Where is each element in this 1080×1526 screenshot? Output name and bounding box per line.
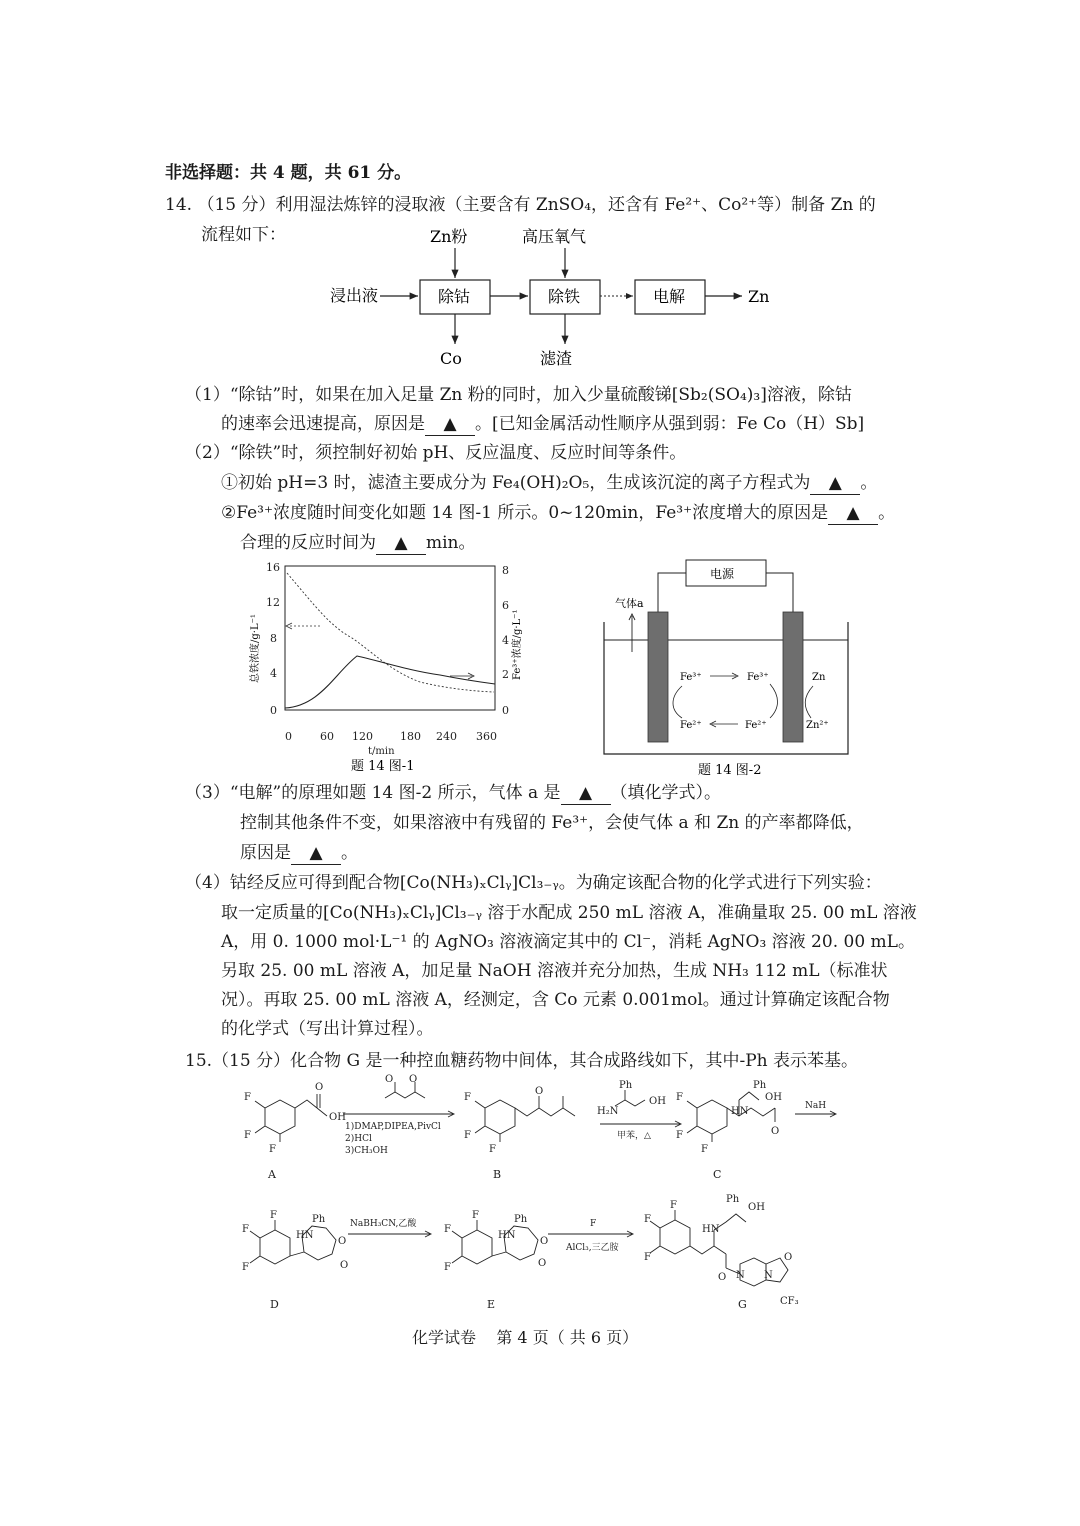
svg-text:F: F [242,1224,249,1235]
svg-text:F: F [270,1210,277,1221]
reagent-step3: NaH [805,1101,827,1111]
label-A: A [268,1168,276,1181]
power-label: 电源 [710,567,735,581]
flow-out2: 滤渣 [540,349,573,368]
fig1-caption: 题 14 图-1 [351,759,415,774]
svg-text:N: N [736,1270,745,1281]
figure-14-1 [240,558,523,780]
svg-text:O: O [409,1074,418,1085]
fe2-mid: Fe²⁺ [745,720,767,731]
flow-box2-label: 除铁 [548,287,581,306]
q14-p1-line2: 的速率会迅速提高，原因是 ▲ 。[已知金属活动性顺序从强到弱：Fe Co（H）Sb] [221,414,865,434]
reagent-step4: NaBH₃CN,乙酸 [350,1219,417,1229]
svg-text:O: O [385,1074,394,1085]
fe3-left: Fe³⁺ [680,672,702,683]
q14-p3-line2: 控制其他条件不变，如果溶液中有残留的 Fe³⁺，会使气体 a 和 Zn 的产率都降低， [240,813,864,833]
svg-text:F: F [489,1144,496,1155]
svg-text:F: F [444,1224,451,1235]
svg-text:F: F [701,1144,708,1155]
q14-p3-line3: 原因是 ▲ 。 [240,843,358,863]
right-axis-label: Fe³⁺浓度/g·L⁻¹ [512,609,523,680]
flow-out1: Co [440,349,462,368]
q14-p4-line4: 另取 25. 00 mL 溶液 A，加足量 NaOH 溶液并充分加热，生成 NH₃ 112 mL（标准状 [221,961,888,981]
q14-p4-line5: 况）。再取 25. 00 mL 溶液 A，经测定，含 Co 元素 0.001mol。通过计算确定该配合物 [221,990,890,1010]
reagent-step1c: 3)CH₃OH [345,1146,388,1156]
svg-text:OH: OH [765,1092,782,1103]
x-tick-240: 240 [436,730,457,743]
svg-text:F: F [644,1214,651,1225]
anode-electrode [648,612,668,742]
label-E: E [487,1298,496,1311]
q15-intro: 15.（15 分）化合物 G 是一种控血糖药物中间体，其合成路线如下，其中-Ph 表示苯基。 [185,1051,858,1071]
right-tick-4: 4 [502,634,509,647]
right-tick-0: 0 [502,704,509,717]
total-iron-curve [287,573,494,692]
flow-chart [320,222,780,372]
svg-text:F: F [244,1130,251,1141]
reagent-step1a: 1)DMAP,DIPEA,PivCl [345,1122,441,1132]
svg-text:O: O [784,1252,793,1263]
svg-text:O: O [535,1086,544,1097]
svg-text:HN: HN [731,1106,749,1117]
left-tick-16: 16 [266,561,280,574]
fe3-curve [285,656,495,708]
x-tick-0: 0 [285,730,292,743]
svg-text:O: O [338,1236,347,1247]
synthesis-route-row1 [235,1074,845,1188]
q14-intro-line2: 流程如下： [201,225,286,245]
svg-text:F: F [670,1200,677,1211]
svg-text:HN: HN [498,1230,516,1241]
answer-blank: ▲ [561,782,611,805]
reagent-step2: 甲苯，△ [617,1131,651,1141]
svg-text:Ph: Ph [514,1214,528,1225]
flow-box1-label: 除钴 [438,287,471,306]
q14-p2-sub2: ②Fe³⁺浓度随时间变化如题 14 图-1 所示。0~120min，Fe³⁺浓度增大的原因是 ▲ 。 [221,503,896,523]
svg-text:F: F [269,1144,276,1155]
svg-text:HN: HN [296,1230,314,1241]
left-axis-label: 总铁浓度/g·L⁻¹ [250,614,261,683]
q14-p4-line6: 的化学式（写出计算过程）。 [221,1019,434,1039]
q14-p2-sub1: ①初始 pH=3 时，滤渣主要成分为 Fe₄(OH)₂O₅，生成该沉淀的离子方程式为 ▲ 。 [221,473,878,493]
flow-product: Zn [748,287,770,306]
x-tick-180: 180 [400,730,421,743]
svg-text:OH: OH [649,1096,666,1107]
label-C: C [713,1168,722,1181]
q14-p1-line1: （1）“除钴”时，如果在加入足量 Zn 粉的同时，加入少量硫酸锑[Sb₂(SO₄)₃]溶液，除钴 [185,385,852,405]
svg-text:F: F [676,1092,683,1103]
q14-p2-sub3: 合理的反应时间为 ▲ min。 [240,533,476,553]
right-tick-2: 2 [502,668,509,681]
svg-text:O: O [315,1082,324,1093]
fe2-left: Fe²⁺ [680,720,702,731]
left-tick-8: 8 [270,632,277,645]
x-tick-60: 60 [320,730,334,743]
x-tick-360: 360 [476,730,497,743]
svg-text:O: O [538,1258,547,1269]
svg-text:H₂N: H₂N [597,1106,619,1117]
fe3-mid: Fe³⁺ [747,672,769,683]
section-title: 非选择题：共 4 题，共 61 分。 [165,163,412,183]
q14-p4-line3: A，用 0. 1000 mol·L⁻¹ 的 AgNO₃ 溶液滴定其中的 Cl⁻，消耗 AgNO₃ 溶液 20. 00 mL。 [221,932,915,952]
answer-blank: ▲ [828,502,878,525]
page-footer: 化学试卷 第 4 页（ 共 6 页） [412,1328,639,1347]
right-tick-6: 6 [502,599,509,612]
svg-text:O: O [771,1126,780,1137]
flow-input: 浸出液 [330,286,379,305]
svg-text:O: O [340,1260,349,1271]
svg-text:Ph: Ph [726,1194,740,1205]
svg-text:F: F [644,1252,651,1263]
synthesis-route-row2 [240,1188,820,1316]
svg-text:Ph: Ph [312,1214,326,1225]
svg-text:F: F [244,1092,251,1103]
zn-label: Zn [812,672,826,683]
zn2-label: Zn²⁺ [806,720,829,731]
svg-text:CF₃: CF₃ [780,1296,799,1307]
label-G: G [738,1298,747,1311]
reagent-step1b: 2)HCl [345,1134,372,1144]
svg-text:F: F [472,1210,479,1221]
answer-blank: ▲ [425,413,475,436]
answer-blank: ▲ [291,842,341,865]
svg-text:F: F [464,1130,471,1141]
svg-text:F: F [676,1130,683,1141]
right-tick-8: 8 [502,564,509,577]
q14-p4-line2: 取一定质量的[Co(NH₃)ₓClᵧ]Cl₃₋ᵧ 溶于水配成 250 mL 溶液 A，准确量取 25. 00 mL 溶液 [221,903,917,923]
flow-add1: Zn粉 [430,227,468,246]
svg-text:Ph: Ph [619,1080,633,1091]
svg-text:HN: HN [702,1224,720,1235]
label-D: D [270,1298,279,1311]
svg-text:O: O [718,1272,727,1283]
flow-box3-label: 电解 [653,287,686,306]
q14-p2-line1: （2）“除铁”时，须控制好初始 pH、反应温度、反应时间等条件。 [185,443,687,463]
svg-text:F: F [464,1092,471,1103]
svg-text:O: O [540,1236,549,1247]
x-axis-label: t/min [368,746,395,757]
svg-text:F: F [242,1262,249,1273]
q14-intro-line1: 14. （15 分）利用湿法炼锌的浸取液（主要含有 ZnSO₄，还含有 Fe²⁺、Co²⁺等）制备 Zn 的 [165,195,876,215]
cathode-electrode [783,612,803,742]
flow-add2: 高压氧气 [522,227,587,246]
svg-text:OH: OH [329,1112,346,1123]
answer-blank: ▲ [376,532,426,555]
answer-blank: ▲ [810,472,860,495]
svg-text:F: F [444,1262,451,1273]
left-tick-12: 12 [266,596,280,609]
reagent-step5a: F [590,1219,597,1229]
svg-text:N: N [764,1270,773,1281]
figure-14-2 [598,552,858,780]
reagent-step5b: AlCl₃,三乙胺 [566,1243,619,1253]
left-tick-4: 4 [270,667,277,680]
gas-a-label: 气体a [615,597,644,610]
x-tick-120: 120 [352,730,373,743]
svg-text:OH: OH [748,1202,765,1213]
left-tick-0: 0 [270,704,277,717]
label-B: B [493,1168,502,1181]
svg-text:Ph: Ph [753,1080,767,1091]
q14-p4-line1: （4）钴经反应可得到配合物[Co(NH₃)ₓClᵧ]Cl₃₋ᵧ。为确定该配合物的化学式进行下列实验： [185,873,882,893]
fig2-caption: 题 14 图-2 [698,763,762,778]
q14-p3-line1: （3）“电解”的原理如题 14 图-2 所示，气体 a 是 ▲ （填化学式）。 [185,783,722,803]
